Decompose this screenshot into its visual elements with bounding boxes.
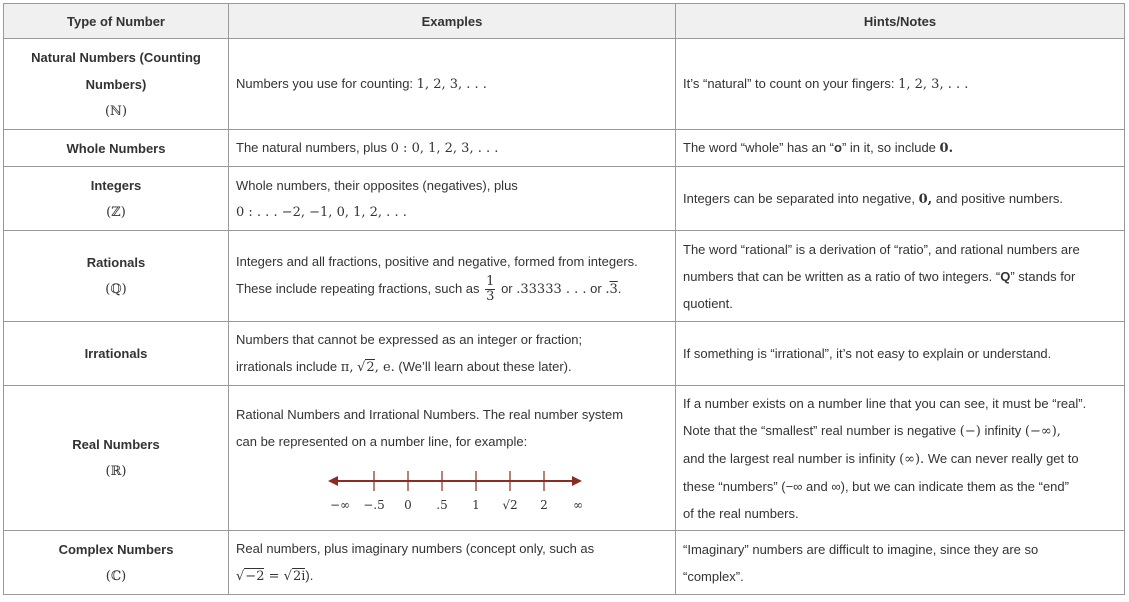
example-text: or xyxy=(590,280,602,296)
header-row xyxy=(4,4,1125,39)
table-row xyxy=(4,322,1125,386)
type-label: Complex Numbers xyxy=(58,541,174,557)
example-text: Whole numbers, their opposites (negatives), plus xyxy=(236,177,518,193)
number-line xyxy=(326,463,586,515)
example-cell xyxy=(229,39,676,130)
note-cell xyxy=(676,39,1125,130)
example-text: (We’ll learn about these later). xyxy=(398,359,572,374)
type-symbol: (ℝ) xyxy=(105,464,127,479)
note-text: If a number exists on a number line that you can see, it must be “real”. xyxy=(683,395,1087,411)
table-row xyxy=(4,39,1125,130)
sqrt-symbol: √ xyxy=(236,569,245,584)
number-line-label: .5 xyxy=(436,498,448,512)
right-arrow-icon xyxy=(572,476,582,486)
example-text: ). xyxy=(305,568,314,583)
example-text: Numbers you use for counting: xyxy=(236,76,414,91)
example-cell xyxy=(229,386,676,531)
equals-symbol: = xyxy=(264,569,284,584)
example-math: . xyxy=(605,281,610,297)
table-row xyxy=(4,231,1125,322)
note-text: Integers can be separated into negative, xyxy=(683,190,915,206)
fraction-one-third xyxy=(485,275,495,304)
note-math: (−∞), xyxy=(1024,423,1061,439)
note-cell xyxy=(676,231,1125,322)
example-cell xyxy=(229,130,676,167)
table-row xyxy=(4,167,1125,231)
note-text: We can never really get to xyxy=(927,450,1079,466)
table-row xyxy=(4,386,1125,531)
note-text: The word “whole” has an “ xyxy=(683,140,835,155)
example-math: 1, 2, 3, . . . xyxy=(416,77,487,92)
note-text: ” stands for xyxy=(1010,268,1076,284)
note-math: 0. xyxy=(939,141,954,156)
number-line-label: 1 xyxy=(472,498,480,512)
number-types-table xyxy=(3,3,1125,595)
note-line xyxy=(683,263,1117,290)
repeating-digit: 3 xyxy=(609,281,618,297)
note-cell xyxy=(676,322,1125,386)
type-cell xyxy=(4,167,229,231)
example-math: 0 : 0, 1, 2, 3, . . . xyxy=(390,141,499,156)
note-line xyxy=(683,445,1117,473)
type-label: Integers xyxy=(90,177,142,193)
type-cell xyxy=(4,39,229,130)
note-math: 1, 2, 3, . . . xyxy=(898,77,969,92)
type-symbol: (ℤ) xyxy=(106,204,126,220)
type-cell xyxy=(4,130,229,167)
sqrt-argument: 2i xyxy=(292,569,306,584)
example-cell xyxy=(229,231,676,322)
note-text: numbers that can be written as a ratio of two integers. “ xyxy=(683,268,1001,284)
type-symbol: (ℂ) xyxy=(105,568,127,584)
type-symbol: (ℚ) xyxy=(105,282,127,297)
note-text: quotient. xyxy=(683,295,733,311)
note-text: If something is “irrational”, it’s not easy to explain or understand. xyxy=(683,346,1052,361)
note-cell xyxy=(676,130,1125,167)
note-text: “complex”. xyxy=(683,568,744,584)
example-line: These include repeating fractions, such as $\frac{1}{3}$ or .33333 . . . or .3. xyxy=(236,274,622,305)
header-notes: Hints/Notes xyxy=(676,4,1125,39)
example-text: Numbers that cannot be expressed as an integer or fraction; xyxy=(236,332,583,347)
note-text: and the largest real number is infinity xyxy=(683,450,896,466)
number-line-label: ∞ xyxy=(573,498,583,512)
sqrt-argument: −2 xyxy=(245,569,265,584)
note-bold: Q xyxy=(1000,268,1011,284)
type-symbol: (ℕ) xyxy=(104,103,128,119)
example-line xyxy=(236,353,668,381)
type-cell xyxy=(4,231,229,322)
note-cell xyxy=(676,531,1125,595)
example-text: irrationals include xyxy=(236,359,338,374)
number-line-label: 2 xyxy=(540,498,548,512)
example-cell xyxy=(229,322,676,386)
example-text: Integers and all fractions, positive and negative, formed from integers. xyxy=(236,253,638,269)
note-math: (−) xyxy=(959,423,981,439)
number-line-label: −∞ xyxy=(329,498,351,512)
number-line-label: √2 xyxy=(502,498,518,512)
note-text: of the real numbers. xyxy=(683,505,799,521)
note-bold: o xyxy=(834,140,842,155)
example-text: Real numbers, plus imaginary numbers (concept only, such as xyxy=(236,541,595,556)
note-text: these “numbers” (−∞ and ∞), but we can indicate them as the “end” xyxy=(683,478,1069,494)
example-line xyxy=(236,562,668,590)
note-text: Note that the “smallest” real number is negative xyxy=(683,422,957,438)
number-line-label: −.5 xyxy=(363,498,385,512)
type-label: Whole Numbers xyxy=(66,140,166,156)
note-text: The word “rational” is a derivation of “ratio”, and rational numbers are xyxy=(683,241,1080,257)
type-label: Irrationals xyxy=(84,346,148,361)
example-math: 0 : . . . −2, −1, 0, 1, 2, . . . xyxy=(236,204,407,220)
note-math: 0, xyxy=(918,191,933,207)
type-cell xyxy=(4,386,229,531)
note-text: ” in it, so include xyxy=(841,140,936,155)
note-text: “Imaginary” numbers are difficult to imagine, since they are so xyxy=(683,541,1039,557)
e-symbol: , e. xyxy=(374,360,395,375)
pi-symbol: π, xyxy=(340,360,354,375)
example-text: Rational Numbers and Irrational Numbers. The real number system xyxy=(236,407,624,422)
number-line-label: 0 xyxy=(404,498,412,512)
example-text: These include repeating fractions, such as xyxy=(236,280,480,296)
note-text: infinity xyxy=(984,422,1022,438)
header-type: Type of Number xyxy=(4,4,229,39)
note-line xyxy=(683,417,1117,445)
fraction-numerator: 1 xyxy=(486,274,495,290)
type-label: Real Numbers xyxy=(72,437,160,452)
sqrt-argument: 2 xyxy=(366,360,375,375)
example-text: The natural numbers, plus xyxy=(236,140,388,155)
type-cell xyxy=(4,322,229,386)
note-text: and positive numbers. xyxy=(935,190,1064,206)
note-cell xyxy=(676,167,1125,231)
sqrt-symbol: √ xyxy=(357,360,366,375)
table-row xyxy=(4,130,1125,167)
example-cell xyxy=(229,167,676,231)
fraction-denominator: 3 xyxy=(486,289,495,305)
left-arrow-icon xyxy=(328,476,338,486)
header-examples: Examples xyxy=(229,4,676,39)
example-math: .33333 . . . xyxy=(516,281,587,297)
table-row xyxy=(4,531,1125,595)
note-cell xyxy=(676,386,1125,531)
type-label: Natural Numbers (Counting Numbers) xyxy=(31,49,201,92)
type-label: Rationals xyxy=(86,255,146,270)
example-text: or xyxy=(501,280,513,296)
example-text: can be represented on a number line, for example: xyxy=(236,434,528,449)
note-math: (∞). xyxy=(899,451,925,467)
note-text: It’s “natural” to count on your fingers: xyxy=(683,76,895,91)
example-cell xyxy=(229,531,676,595)
type-cell xyxy=(4,531,229,595)
sqrt-symbol: √ xyxy=(283,569,292,584)
